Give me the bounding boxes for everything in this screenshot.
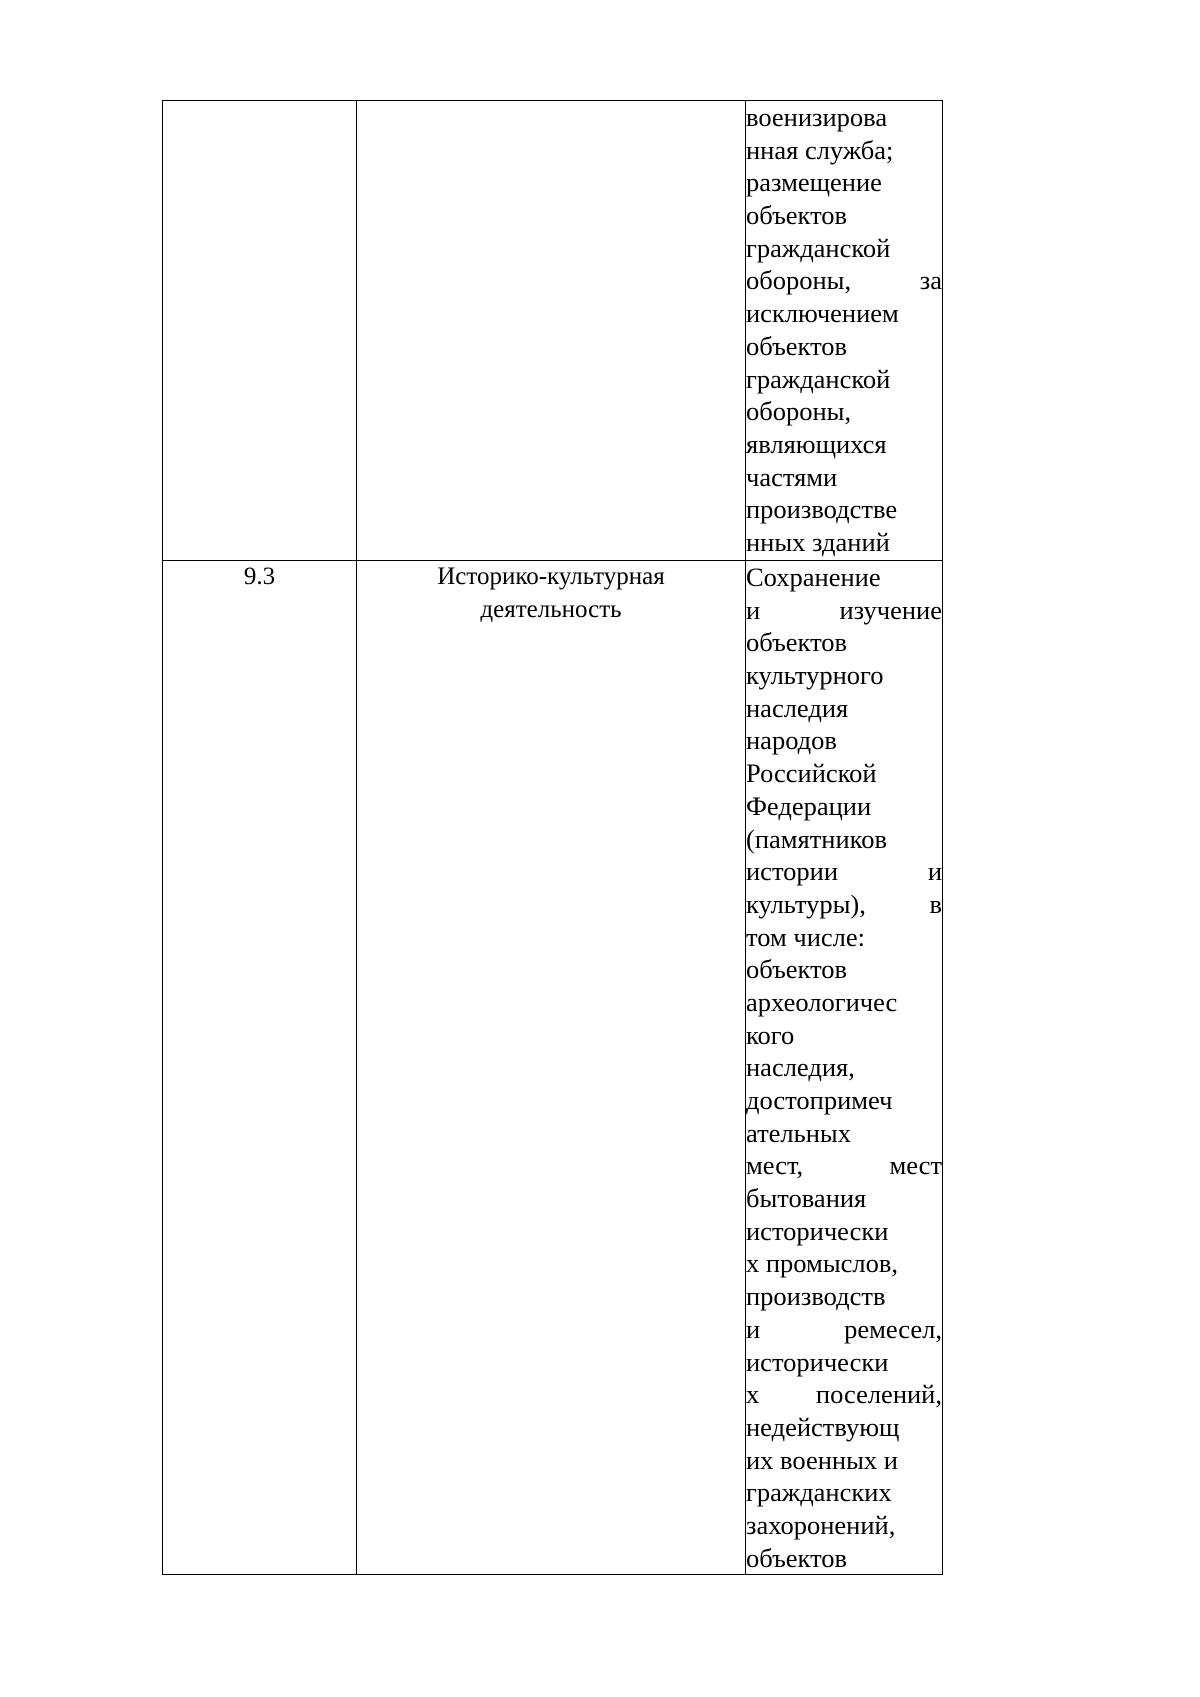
description-word: ательных — [746, 1117, 851, 1148]
description-line — [746, 1149, 942, 1182]
description-word: частями — [746, 461, 838, 492]
description-word: их военных и — [746, 1444, 898, 1475]
description-line — [746, 1313, 942, 1346]
description-line — [746, 461, 942, 494]
description-line — [746, 1509, 942, 1542]
description-line — [746, 134, 942, 167]
description-line — [746, 264, 942, 297]
name-line: Историко-культурная — [437, 563, 665, 590]
description-word: объектов — [746, 1542, 848, 1573]
table-row — [163, 101, 943, 561]
description-line — [746, 692, 942, 725]
description-word: в — [929, 888, 942, 919]
description-word: культуры), — [746, 888, 866, 919]
table-row — [163, 561, 943, 1575]
description-line — [746, 330, 942, 363]
description-word: х — [746, 1379, 760, 1410]
name-line: деятельность — [480, 595, 622, 623]
description-line — [746, 1444, 942, 1477]
description-word: являющихся — [746, 428, 887, 459]
description-word: объектов — [746, 954, 848, 985]
description-line — [746, 232, 942, 265]
description-line — [746, 428, 942, 461]
description-line — [746, 1247, 942, 1280]
description-line — [746, 363, 942, 396]
description-word: исторически — [746, 1346, 889, 1377]
description-word: мест, — [746, 1150, 804, 1181]
description-line — [746, 953, 942, 986]
description-word: и — [746, 1313, 761, 1344]
description-line — [746, 1346, 942, 1379]
description-word: исторически — [746, 1215, 889, 1246]
description-word: за — [919, 265, 942, 296]
description-word: археологичес — [746, 986, 898, 1017]
description-word: Сохранение — [746, 562, 881, 592]
description-word: Федерации — [746, 790, 872, 821]
description-word: гражданской — [746, 363, 891, 394]
description-line — [746, 986, 942, 1019]
description-word: нных зданий — [746, 526, 890, 557]
description-line — [746, 757, 942, 790]
description-line — [746, 823, 942, 856]
description-line — [746, 1051, 942, 1084]
description-line — [746, 561, 942, 594]
land-use-table — [162, 100, 943, 1575]
description-word: истории — [746, 856, 839, 887]
description-line — [746, 493, 942, 526]
description-word: обороны, — [746, 265, 852, 296]
description-line — [746, 1411, 942, 1444]
description-line — [746, 1084, 942, 1117]
code-text: 9.3 — [243, 563, 276, 590]
description-line — [746, 1215, 942, 1248]
code-cell — [163, 561, 357, 1575]
description-line — [746, 1542, 942, 1575]
description-word: наследия, — [746, 1052, 855, 1083]
description-word: объектов — [746, 627, 848, 658]
description-word: бытования — [746, 1183, 867, 1214]
description-line — [746, 790, 942, 823]
description-word: и — [746, 594, 761, 625]
description-word: изучение — [839, 594, 942, 625]
description-line — [746, 101, 942, 134]
description-word: недействующ — [746, 1411, 900, 1442]
description-word: исключением — [746, 298, 899, 329]
description-line — [746, 199, 942, 232]
description-word: кого — [746, 1019, 795, 1050]
name-cell — [357, 101, 746, 561]
description-word: том числе: — [746, 921, 865, 952]
description-word: гражданской — [746, 232, 891, 263]
description-cell — [746, 561, 943, 1575]
description-word: производств — [746, 1281, 886, 1312]
description-line — [746, 297, 942, 330]
description-line — [746, 659, 942, 692]
description-word: военизирова — [746, 102, 888, 132]
description-word: х промыслов, — [746, 1248, 898, 1279]
description-line — [746, 724, 942, 757]
name-cell — [357, 561, 746, 1575]
description-word: производстве — [746, 494, 898, 525]
description-line — [746, 395, 942, 428]
description-line — [746, 166, 942, 199]
description-word: Российской — [746, 758, 877, 789]
description-word: (памятников — [746, 823, 887, 854]
description-word: поселений, — [815, 1379, 942, 1410]
description-line — [746, 1378, 942, 1411]
description-word: размещение — [746, 167, 882, 198]
description-line — [746, 526, 942, 559]
description-line — [746, 1182, 942, 1215]
description-line — [746, 1476, 942, 1509]
description-word: наследия — [746, 692, 849, 723]
description-line — [746, 626, 942, 659]
code-cell — [163, 101, 357, 561]
description-line — [746, 1280, 942, 1313]
description-word: гражданских — [746, 1477, 892, 1508]
description-word: ремесел, — [844, 1313, 942, 1344]
description-word: объектов — [746, 200, 848, 231]
description-line — [746, 921, 942, 954]
description-word: народов — [746, 725, 837, 756]
description-line — [746, 594, 942, 627]
description-word: объектов — [746, 330, 848, 361]
description-line — [746, 888, 942, 921]
description-word: достопримеч — [746, 1085, 893, 1115]
description-word: нная служба; — [746, 134, 894, 165]
description-word: обороны, — [746, 396, 852, 427]
description-word: захоронений, — [746, 1509, 896, 1540]
description-word: и — [927, 856, 942, 887]
description-word: мест — [889, 1150, 942, 1181]
description-cell — [746, 101, 943, 561]
description-word: культурного — [746, 660, 884, 691]
description-line — [746, 1117, 942, 1150]
description-line — [746, 855, 942, 888]
description-line — [746, 1019, 942, 1052]
